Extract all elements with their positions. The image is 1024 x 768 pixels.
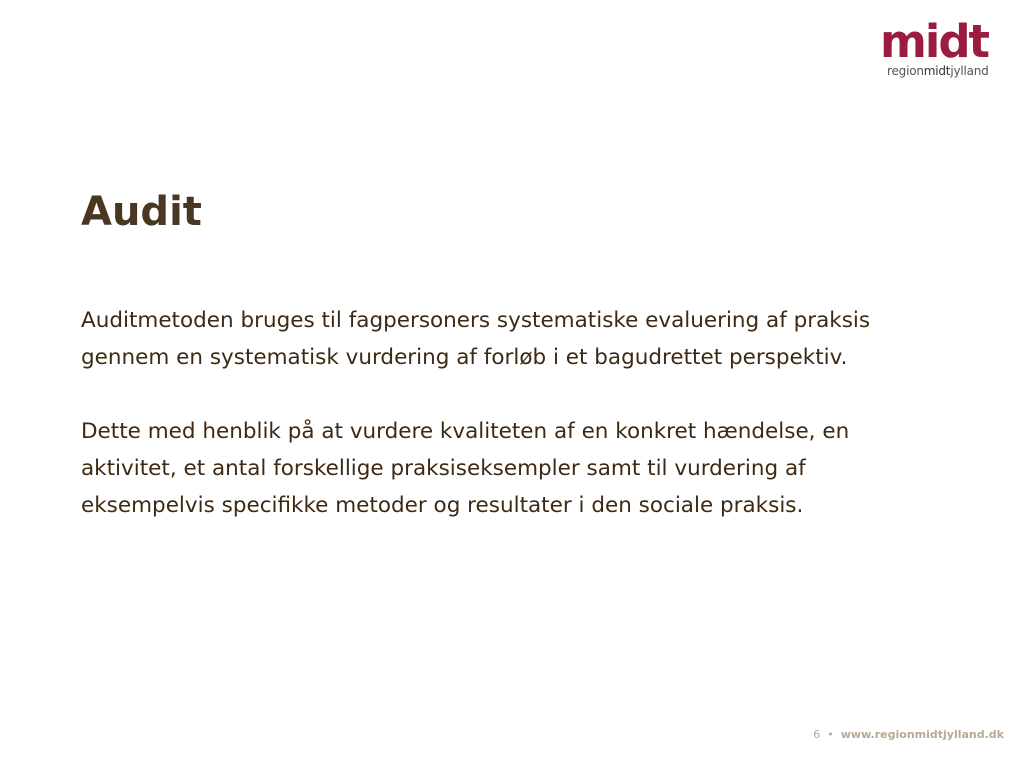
footer-url: www.regionmidtjylland.dk bbox=[840, 728, 1004, 741]
logo-sub-prefix: region bbox=[887, 64, 924, 78]
body-paragraph-1: Auditmetoden bruges til fagpersoners systematiske evaluering af praksis gennem en systematisk vurdering af forløb i et bagudrettet perspektiv. bbox=[81, 308, 871, 370]
slide-body bbox=[81, 302, 881, 524]
body-paragraph-2: Dette med henblik på at vurdere kvaliteten af en konkret hændelse, en aktivitet, et antal forskellige praksiseksempler samt til vurdering af eksempelvis specifikke metoder og resultater i den sociale praksis. bbox=[81, 419, 850, 518]
slide-footer bbox=[813, 728, 1004, 742]
footer-separator: • bbox=[827, 728, 834, 741]
page-number: 6 bbox=[813, 728, 821, 741]
logo-subtitle bbox=[887, 64, 989, 78]
logo-sub-mid: midt bbox=[923, 64, 951, 78]
logo-wordmark: midt bbox=[880, 15, 989, 68]
slide-title: Audit bbox=[81, 189, 202, 235]
region-midtjylland-logo bbox=[880, 15, 1004, 82]
logo-sub-suffix: jylland bbox=[950, 64, 989, 78]
